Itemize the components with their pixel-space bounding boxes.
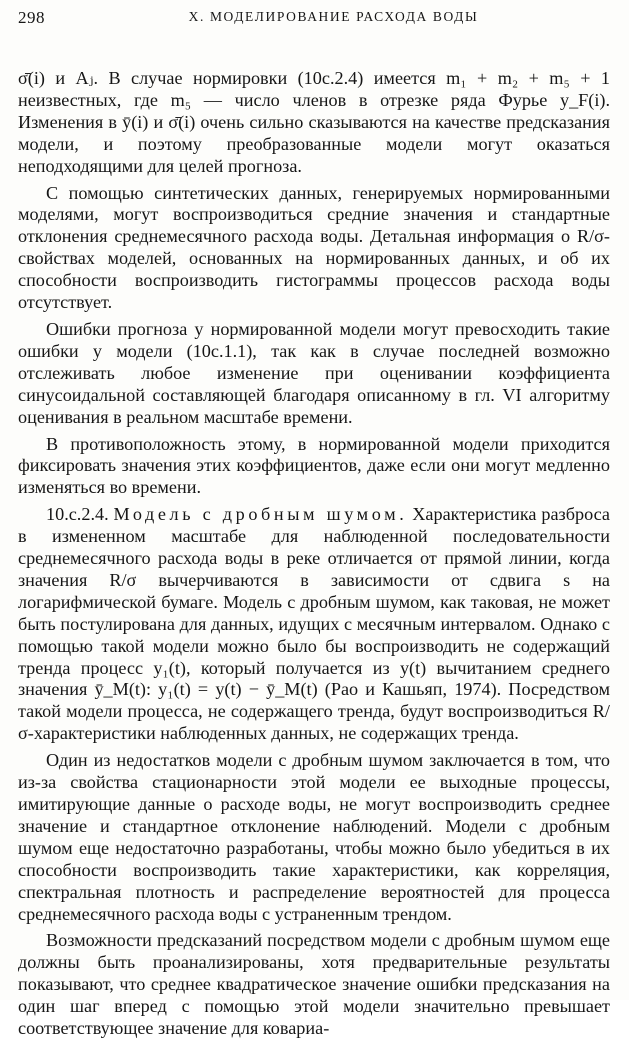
paragraph-1: σ̄(i) и Aⱼ. В случае нормировки (10c.2.4) имеется m₁ + m₂ + m₅ + 1 неизвестных, где m₅ — число членов в отрезке ряда Фурье y_F(i). Изменения в ȳ(i) и σ̄(i) очень сильно сказываются на качестве предсказания модели, и поэтому преобразованные модели могут оказаться неподходящими для целей прогноза. [18,68,610,176]
paragraph-4: В противоположность этому, в нормированной модели приходится фиксировать значения этих коэффициентов, даже если они могут медленно изменяться во времени. [18,433,610,498]
section-number: 10.c.2.4. [46,504,109,525]
paragraph-3: Ошибки прогноза у нормированной модели могут превосходить такие ошибки у модели (10c.1.1), так как в случае последней возможно отслеживать любое изменение при оценивании коэффициента синусоидальной составляющей благодаря описанному в гл. VI алгоритму оценивания в реальном масштабе времени. [18,318,610,427]
paragraph-7: Возможности предсказаний посредством модели с дробным шумом еще должны быть проанализированы, хотя предварительные результаты показывают, что среднее квадратическое значение ошибки предсказания на один шаг вперед с помощью этой модели значительно превышает соответствующее значение для ковариа- [18,930,610,1039]
paragraph-6: Один из недостатков модели с дробным шумом заключается в том, что из-за свойства стационарности этой модели ее выходные процессы, имитирующие данные о расходе воды, не могут воспроизводить среднее значение и стандартное отклонение наблюдений. Модели с дробным шумом еще недостаточно разработаны, чтобы можно было убедиться в их способности воспроизводить такие характеристики, как корреляция, спектральная плотность и распределение вероятностей для процесса среднемесячного расхода воды с устраненным трендом. [18,750,610,924]
section-text: Характеристика разброса в измененном масштабе для наблюденной последовательности среднемесячного расхода воды в реке отличается от прямой линии, когда значения R/σ вычерчиваются в зависимости от сдвига s на логарифмической бумаге. Модель с дробным шумом, как таковая, не может быть постулирована для данных, идущих с месячным интервалом. Однако с помощью такой модели можно было бы воспроизводить не содержащий тренда процесс y₁(t), который получается из y(t) вычитанием среднего значения ȳ_M(t): y₁(t) = y(t) − ȳ_M(t) (Рао и Кашьяп, 1974). Посредством такой модели процесса, не содержащего тренда, будут воспроизводиться R/σ-характеристики наблюденных данных, не содержащих тренда. [18,504,610,744]
running-head: X. МОДЕЛИРОВАНИЕ РАСХОДА ВОДЫ [188,9,479,24]
page-body [18,68,610,1040]
section-paragraph [18,504,610,745]
page-header [18,8,609,34]
section-title: Модель с дробным шумом. [113,504,408,525]
page-number: 298 [18,8,45,27]
paragraph-2: С помощью синтетических данных, генерируемых нормированными моделями, могут воспроизводиться средние значения и стандартные отклонения среднемесячного расхода воды. Детальная информация о R/σ-свойствах моделей, основанных на нормированных данных, и об их способности воспроизводить гистограммы процессов расхода воды отсутствует. [18,182,610,313]
